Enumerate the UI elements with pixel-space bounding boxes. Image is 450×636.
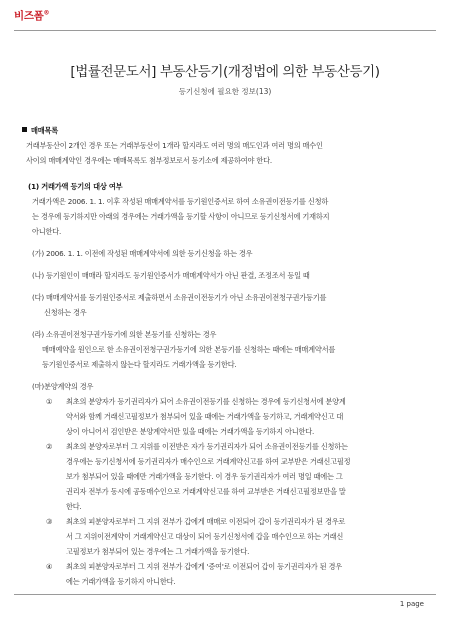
square-bullet-icon (22, 127, 27, 132)
header-divider (14, 30, 436, 31)
point-line: 약서와 함께 거래신고필정보가 첨부되어 있을 때에는 거래가액을 등기하고, 거래계약신고 대 (66, 412, 344, 421)
document-subtitle: 등기신청에 필요한 정보(13) (178, 87, 272, 96)
point-line: 최초의 피분양자로부터 그 지위 전부가 갑에게 '증여'로 이전되어 갑이 등기권리자가 된 경우 (66, 562, 342, 571)
list-item-na: (나) 등기원인이 매매라 할지라도 등기원인증서가 매매계약서가 아닌 판결, 조정조서 등일 때 (32, 271, 310, 280)
document-body (22, 123, 424, 589)
point-number: ③ (46, 517, 53, 526)
point-number: ④ (46, 562, 53, 571)
footer-divider (14, 594, 436, 595)
point-line: 상이 아니어서 검인받은 분양계약서만 있을 때에는 거래가액을 등기하지 아니한다. (66, 427, 315, 436)
circled-point-2 (22, 439, 424, 514)
point-number: ② (46, 442, 53, 451)
point-line: 최초의 분양자로부터 그 지위를 이전받은 자가 등기권리자가 되어 소유권이전등기를 신청하는 (66, 442, 348, 451)
circled-point-3 (22, 514, 424, 559)
page-number: 1 page (399, 600, 424, 608)
subsection-intro-line: 거래가액은 2006. 1. 1. 이후 작성된 매매계약서를 등기원인증서로 하여 소유권이전등기를 신청하 (32, 197, 329, 206)
bizforms-logo: 비즈폼® (14, 9, 50, 22)
subsection-intro-line: 아니한다. (32, 227, 62, 236)
point-line: 보가 첨부되어 있을 때에만 거래가액을 등기한다. 이 경우 등기권리자가 여러 명일 때에는 그 (66, 472, 343, 481)
list-item-da-cont: 신청하는 경우 (44, 308, 87, 317)
point-number: ① (46, 397, 53, 406)
section-intro-line: 사이의 매매계약인 경우에는 매매목록도 첨부정보로서 등기소에 제공하여야 한다. (26, 156, 272, 165)
list-item-da: (다) 매매계약서를 등기원인증서로 제출하면서 소유권이전등기가 아닌 소유권이전청구권가등기를 (32, 293, 327, 302)
list-item-ma-heading: (마)분양계약의 경우 (32, 382, 94, 391)
section-intro-line: 거래부동산이 2개인 경우 또는 거래부동산이 1개라 할지라도 여러 명의 매도인과 여러 명의 매수인 (26, 141, 323, 150)
list-item-ra-body: 등기원인증서로 제출하지 않는다 할지라도 거래가액을 등기한다. (42, 360, 237, 369)
point-line: 서 그 지위이전계약이 거래계약신고 대상이 되어 등기신청서에 갑을 매수인으로 하는 거래신 (66, 532, 344, 541)
section-heading: 매매목록 (22, 123, 424, 138)
point-line: 경우에는 등기신청서에 등기권리자가 매수인으로 거래계약신고를 하여 교부받은 거래신고필정 (66, 457, 351, 466)
document-title: [법률전문도서] 부동산등기(개정법에 의한 부동산등기) (70, 64, 380, 80)
subsection-heading: (1) 거래가액 등기의 대상 여부 (28, 182, 123, 191)
point-line: 에는 거래가액을 등기하지 아니한다. (66, 577, 176, 586)
point-line: 한다. (66, 502, 82, 511)
list-item-ra-body: 매매예약을 원인으로 한 소유권이전청구권가등기에 의한 본등기를 신청하는 때에는 매매계약서를 (42, 345, 336, 354)
point-line: 최초의 분양자가 등기권리자가 되어 소유권이전등기를 신청하는 경우에 등기신청서에 분양계 (66, 397, 346, 406)
circled-point-1 (22, 394, 424, 439)
point-line: 고필정보가 첨부되어 있는 경우에는 그 거래가액을 등기한다. (66, 547, 250, 556)
point-line: 권리자 전부가 동시에 공동매수인으로 거래계약신고를 하여 교부받은 거래신고필정보만을 말 (66, 487, 346, 496)
subsection-intro-line: 는 경우에 등기하지만 아래의 경우에는 거래가액을 등기할 사항이 아니므로 등기신청서에 기재하지 (32, 212, 330, 221)
list-item-ga: (가) 2006. 1. 1. 이전에 작성된 매매계약서에 의한 등기신청을 하는 경우 (32, 249, 253, 258)
list-item-ra: (라) 소유권이전청구권가등기에 의한 본등기를 신청하는 경우 (32, 330, 217, 339)
point-line: 최초의 피분양자로부터 그 지위 전부가 갑에게 매매로 이전되어 갑이 등기권리자가 된 경우로 (66, 517, 346, 526)
circled-point-4 (22, 559, 424, 589)
